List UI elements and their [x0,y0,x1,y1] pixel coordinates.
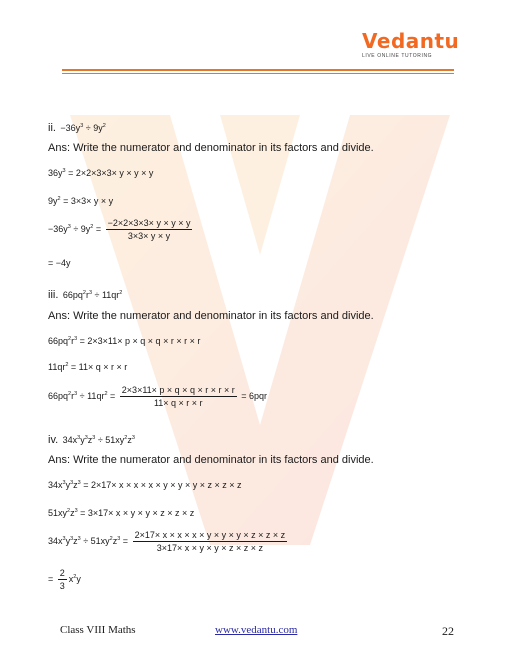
result-ii: = −4y [48,258,71,268]
factor-line-ii-1: $36y^3 = 2\times 2\times 3\times 3\times y \times y \times y$ [48,168,154,178]
result-iv: = $\frac{2}{3}$ $x^2y$ [48,568,81,591]
factor-line-iv-2: $51xy^2z^3 = 3\times 17\times x \times y \times y \times z \times z \times z$ [48,508,195,518]
footer-website-link[interactable]: www.vedantu.com [215,624,298,636]
fraction: $\frac{-2\times 2\times 3\times 3\times y \times y \times y}{3\times 3\times y \times y}$ [107,218,191,241]
fraction: $\frac{2\times 17\times x \times x \times x \times y \times y \times y \times z \times z \times z}{3\times 17\times x \times y \times y \times z \times z \times z}$ [134,530,286,553]
answer-text-iii: Ans: Write the numerator and denominator in its factors and divide. [48,310,374,322]
brand-tagline: LIVE ONLINE TUTORING [362,53,433,59]
question-ii: ii. $-36y^3 \div 9y^2$ [48,122,106,134]
fraction: $\frac{2\times 3\times 11\times p \times q \times q \times r \times r \times r}{11\times q \times r \times r}$ [121,385,235,408]
page-number: 22 [442,624,454,638]
factor-line-iv-1: $34x^3y^3z^3 = 2\times 17\times x \times x \times x \times y \times y \times y \times z \times z \times z$ [48,480,242,490]
watermark-v-logo [60,95,460,565]
factor-line-iii-1: $66pq^2r^3 = 2\times 3\times 11\times p \times q \times q \times r \times r \times r$ [48,336,201,346]
footer-class-label: Class VIII Maths [60,624,136,636]
header-rule-thin [62,73,454,74]
factor-line-iii-2: $11qr^2 = 11\times q \times r \times r$ [48,362,128,372]
answer-text-ii: Ans: Write the numerator and denominator in its factors and divide. [48,142,374,154]
answer-text-iv: Ans: Write the numerator and denominator in its factors and divide. [48,454,374,466]
question-iv: iv. $34x^3y^3z^3 \div 51xy^2z^3$ [48,434,135,446]
vedantu-logo[interactable] [362,29,460,64]
brand-name: Vedantu [362,29,460,53]
division-line-iv: $34x^3y^3z^3 \div 51xy^2z^3$ = $\frac{2\times 17\times x \times x \times x \times y \times y \times y \times z \times z \times z}{3\times 17\times x \times y \times y \times z \times z \times z}$ [48,530,286,553]
division-line-iii: $66pq^2r^3 \div 11qr^2$ = $\frac{2\times 3\times 11\times p \times q \times q \times r \times r \times r}{11\times q \times r \times r}$ = 6pqr [48,385,268,408]
question-iii: iii. $66pq^2r^3 \div 11qr^2$ [48,289,123,301]
division-line-ii: $-36y^3 \div 9y^2$ = $\frac{-2\times 2\times 3\times 3\times y \times y \times y}{3\times 3\times y \times y}$ [48,218,191,241]
header-rule [62,69,454,71]
fraction: $\frac{2}{3}$ [59,568,65,591]
factor-line-ii-2: $9y^2 = 3\times 3\times y \times y$ [48,196,114,206]
